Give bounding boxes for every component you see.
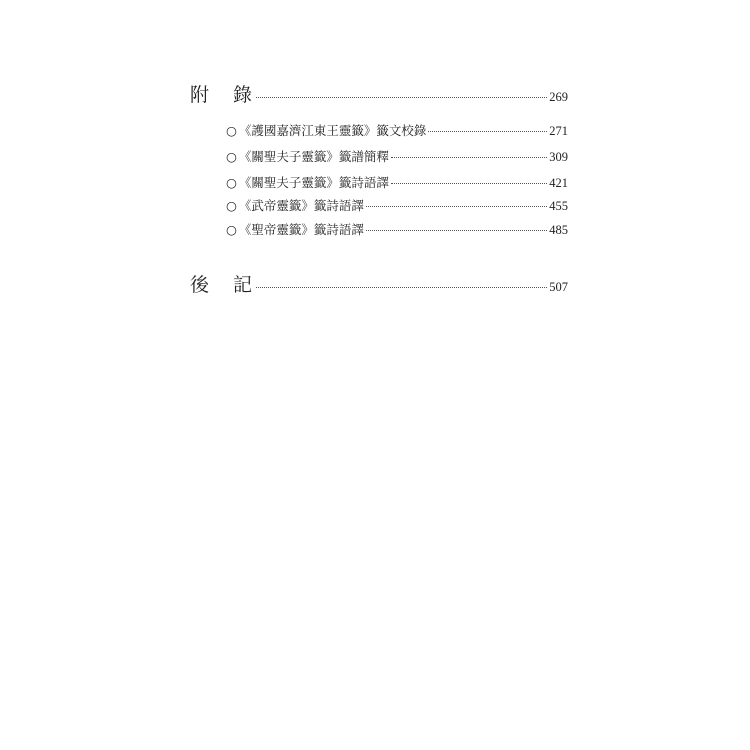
- toc-subentry-title: 《關聖夫子靈籤》籤詩語譯: [238, 175, 389, 190]
- toc-subentry[interactable]: [226, 196, 568, 214]
- toc-subentry[interactable]: [226, 173, 568, 191]
- dot-leader: [366, 206, 547, 207]
- page-number: 507: [549, 280, 568, 294]
- toc-section-title: 附錄: [190, 84, 277, 106]
- page-number: 271: [549, 124, 568, 138]
- toc-entry-afterword[interactable]: [190, 270, 568, 297]
- toc-subentry[interactable]: [226, 220, 568, 238]
- dot-leader: [366, 230, 547, 231]
- toc-subentry-title: 《護國嘉濟江東王靈籤》籤文校錄: [238, 123, 427, 138]
- dot-leader: [391, 157, 547, 158]
- toc-subentry[interactable]: [226, 121, 568, 139]
- dot-leader: [428, 131, 547, 132]
- toc-entry-appendix[interactable]: [190, 80, 568, 107]
- toc-section-title: 後記: [190, 274, 277, 296]
- toc-subentry[interactable]: [226, 147, 568, 165]
- circle-marker-icon: ○: [226, 198, 237, 213]
- toc-subentry-title: 《武帝靈籤》籤詩語譯: [238, 198, 364, 213]
- circle-marker-icon: ○: [226, 149, 237, 164]
- page-number: 485: [549, 223, 568, 237]
- toc-subentry-title: 《聖帝靈籤》籤詩語譯: [238, 222, 364, 237]
- dot-leader: [256, 97, 547, 98]
- page-number: 309: [549, 150, 568, 164]
- page-number: 421: [549, 176, 568, 190]
- circle-marker-icon: ○: [226, 123, 237, 138]
- toc-subentry-title: 《關聖夫子靈籤》籤譜簡釋: [238, 149, 389, 164]
- page-number: 455: [549, 199, 568, 213]
- circle-marker-icon: ○: [226, 222, 237, 237]
- circle-marker-icon: ○: [226, 175, 237, 190]
- dot-leader: [256, 287, 547, 288]
- dot-leader: [391, 183, 547, 184]
- page-number: 269: [549, 90, 568, 104]
